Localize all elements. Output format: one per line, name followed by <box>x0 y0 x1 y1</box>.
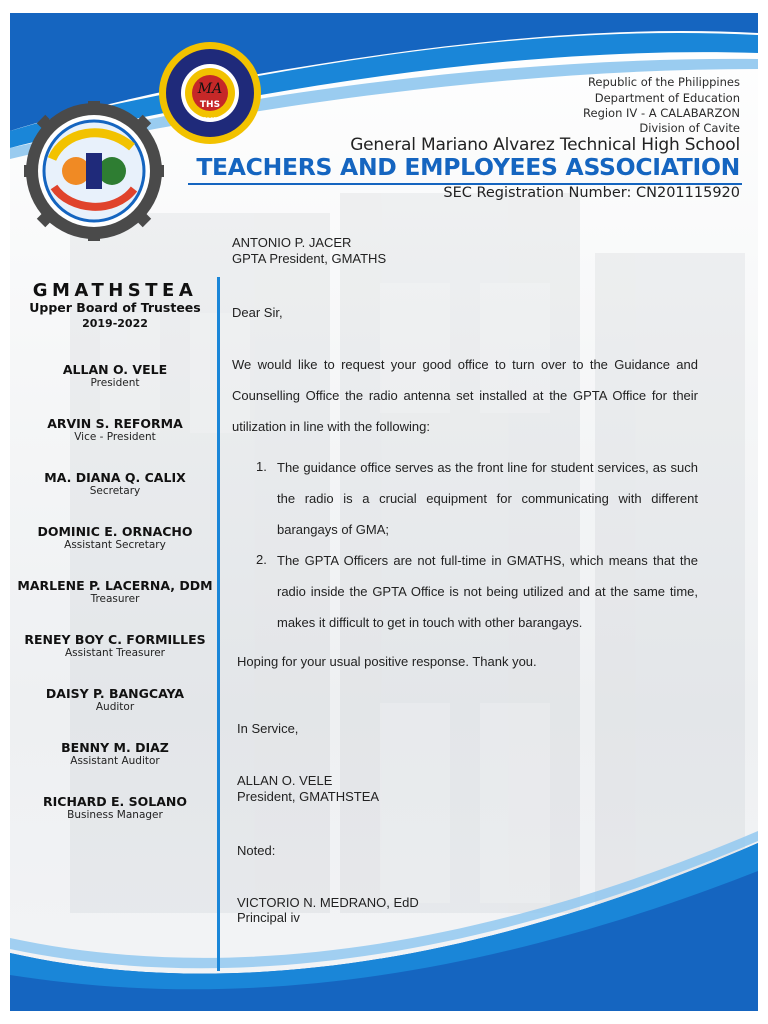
complimentary-close: In Service, <box>237 721 299 736</box>
board-term: 2019-2022 <box>82 317 148 330</box>
signatory-title: President, GMATHSTEA <box>237 789 380 804</box>
list-item: The GPTA Officers are not full-time in GMATHS, which means that the radio inside the GPTA Office is not being utilized and at the same time, makes it difficult to get in touch with other barangays. <box>277 553 698 630</box>
member-role: President <box>90 377 140 389</box>
list-number: 1. <box>256 459 267 474</box>
member-name: ALLAN O. VELE <box>62 362 168 377</box>
recipient-title: GPTA President, GMATHS <box>232 251 387 266</box>
member-name: RENEY BOY C. FORMILLES <box>24 632 206 647</box>
header-division: Division of Cavite <box>639 121 740 135</box>
closing-line: Hoping for your usual positive response. Thank you. <box>237 654 537 669</box>
member-role: Vice - President <box>74 431 156 443</box>
intro-paragraph: We would like to request your good office to turn over to the Guidance and Counselling Office the radio antenna set installed at the GPTA Office for their utilization in line with the following: <box>232 357 698 434</box>
member-role: Secretary <box>89 485 141 497</box>
sidebar-divider <box>217 277 220 971</box>
board-member <box>10 470 220 498</box>
school-name: General Mariano Alvarez Technical High School <box>350 135 740 155</box>
member-role: Auditor <box>95 701 135 713</box>
member-name: DOMINIC E. ORNACHO <box>37 524 193 539</box>
member-role: Business Manager <box>67 809 163 821</box>
member-name: DAISY P. BANGCAYA <box>45 686 185 701</box>
seal-year-text: 1969 <box>203 117 217 123</box>
member-role: Treasurer <box>90 593 140 605</box>
member-role: Assistant Secretary <box>64 539 166 551</box>
board-title: Upper Board of Trustees <box>29 300 201 315</box>
school-seal-logo <box>158 41 262 145</box>
board-member <box>10 416 220 444</box>
member-name: MA. DIANA Q. CALIX <box>44 470 186 485</box>
list-item: The guidance office serves as the front line for student services, as such the radio is a crucial equipment for communicating with different barangays of GMA; <box>277 460 698 537</box>
sec-registration: SEC Registration Number: CN201115920 <box>443 185 740 201</box>
member-name: BENNY M. DIAZ <box>61 740 169 755</box>
member-role: Assistant Auditor <box>70 755 160 767</box>
board-member <box>10 686 220 714</box>
seal-ths-text: THS <box>199 100 221 110</box>
header-region: Region IV - A CALABARZON <box>583 106 740 120</box>
member-name: MARLENE P. LACERNA, DDM <box>17 578 213 593</box>
salutation: Dear Sir, <box>232 305 283 320</box>
member-name: RICHARD E. SOLANO <box>43 794 187 809</box>
list-number: 2. <box>256 552 267 567</box>
noted-name: VICTORIO N. MEDRANO, EdD <box>237 895 419 910</box>
letterhead-page <box>10 13 758 1011</box>
member-role: Assistant Treasurer <box>64 647 165 659</box>
signatory-name: ALLAN O. VELE <box>237 773 333 788</box>
header-republic: Republic of the Philippines <box>587 75 740 89</box>
org-acronym: GMATHSTEA <box>32 280 198 301</box>
association-name: TEACHERS AND EMPLOYEES ASSOCIATION <box>196 153 740 181</box>
association-logo <box>24 101 164 241</box>
board-member <box>10 740 220 768</box>
noted-title: Principal iv <box>237 910 300 925</box>
board-member <box>10 524 220 552</box>
recipient-name: ANTONIO P. JACER <box>232 235 352 250</box>
header-department: Department of Education <box>594 91 740 105</box>
board-member <box>10 362 220 390</box>
board-member <box>10 632 220 660</box>
seal-ma-text: MA <box>197 81 223 97</box>
board-member <box>10 578 220 606</box>
board-member <box>10 794 220 822</box>
noted-label: Noted: <box>237 843 276 858</box>
member-name: ARVIN S. REFORMA <box>47 416 183 431</box>
